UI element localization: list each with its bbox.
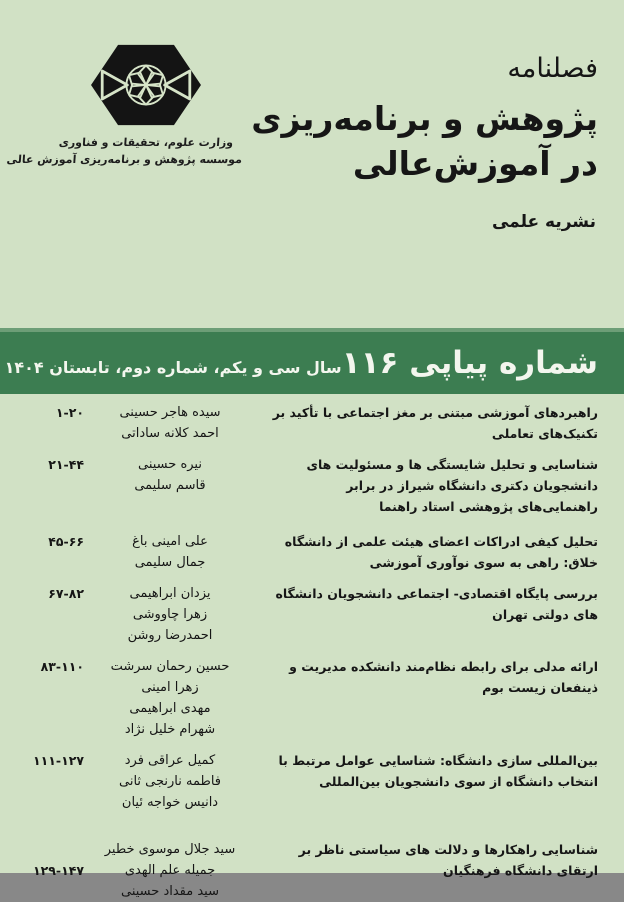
article-title: شناسایی و تحلیل شایستگی ها و مسئولیت های دانشجویان دکتری دانشگاه شیراز در برابر راهنمایی‌های پژوهشی استاد راهنما (306, 457, 598, 514)
article-authors (84, 454, 256, 496)
author-name: شهرام خلیل نژاد (124, 722, 216, 737)
article-authors (84, 750, 256, 813)
author-name: سید مقداد حسینی (121, 884, 219, 899)
article-authors (84, 656, 256, 740)
toc-row (26, 583, 598, 646)
author-name: زهرا امینی (141, 680, 199, 695)
toc-row (26, 402, 598, 444)
article-title: بین‌المللی سازی دانشگاه: شناسایی عوامل مرتبط با انتخاب دانشگاه از سوی دانشجویان بین‌المللی (278, 753, 598, 789)
table-of-contents (0, 394, 624, 902)
journal-title-line1: پژوهش و برنامه‌ریزی (251, 99, 598, 138)
author-name: جمال سلیمی (134, 555, 206, 570)
author-name: احمدرضا روشن (127, 628, 213, 643)
author-name: جمیله علم الهدی (124, 863, 216, 878)
article-title: ارائه مدلی برای رابطه نظام‌مند دانشکده مدیریت و ذینفعان زیست بوم (289, 659, 598, 695)
cover-header (0, 0, 624, 328)
author-name: حسین رحمان سرشت (110, 659, 230, 674)
journal-title-line2: در آموزش‌عالی (352, 144, 598, 183)
author-name: نیره حسینی (138, 457, 202, 472)
institute-name: موسسه پژوهش و برنامه‌ریزی آموزش عالی (6, 153, 243, 166)
article-page-range: ۴۵-۶۶ (48, 534, 84, 549)
institute-logo (6, 44, 243, 168)
article-authors (84, 839, 256, 902)
serial-number-label: شماره پیاپی ۱۱۶ (341, 345, 598, 381)
author-name: یزدان ابراهیمی (129, 586, 211, 601)
article-page-range: ۸۳-۱۱۰ (40, 659, 84, 674)
journal-title-block (251, 52, 598, 232)
author-name: فاطمه نارنجی ثانی (118, 774, 221, 789)
article-title: شناسایی راهکارها و دلالت های سیاستی ناظر بر ارتقای دانشگاه فرهنگیان (298, 842, 598, 878)
author-name: کمیل عراقی فرد (124, 753, 216, 768)
author-name: قاسم سلیمی (134, 478, 206, 493)
toc-row (26, 454, 598, 517)
article-page-range: ۱۱۱-۱۲۷ (33, 753, 84, 768)
article-page-range: ۲۱-۴۴ (48, 457, 84, 472)
journal-subtitle: نشریه علمی (491, 212, 596, 232)
author-name: مهدی ابراهیمی (129, 701, 211, 716)
author-name: دانیس خواجه ئیان (121, 795, 219, 810)
issue-band (0, 328, 624, 394)
author-name: احمد کلانه ساداتی (121, 426, 219, 441)
issue-info-label: سال سی و یکم، شماره دوم، تابستان ۱۴۰۴ (4, 357, 342, 377)
ministry-name: وزارت علوم، تحقیقات و فناوری (58, 136, 234, 149)
article-title: راهبردهای آموزشی مبتنی بر مغز اجتماعی با تأکید بر تکنیک‌های تعاملی (272, 405, 598, 441)
toc-row (26, 531, 598, 573)
article-title: تحلیل کیفی ادراکات اعضای هیئت علمی از دانشگاه خلاق: راهی به سوی نوآوری آموزشی (284, 534, 598, 570)
article-page-range: ۱-۲۰ (55, 405, 84, 420)
hexagon-emblem-icon (90, 44, 202, 126)
article-page-range: ۱۲۹-۱۴۷ (33, 863, 84, 878)
article-title: بررسی پایگاه اقتصادی- اجتماعی دانشجویان دانشگاه های دولتی تهران (275, 586, 598, 622)
article-authors (84, 402, 256, 444)
author-name: علی امینی باغ (132, 534, 208, 549)
article-authors (84, 583, 256, 646)
toc-row (26, 839, 598, 902)
article-authors (84, 531, 256, 573)
author-name: زهرا چاووشی (132, 607, 208, 622)
article-page-range: ۶۷-۸۲ (48, 586, 84, 601)
author-name: سیده هاجر حسینی (119, 405, 221, 420)
journal-type-label: فصلنامه (507, 53, 598, 84)
toc-row (26, 656, 598, 740)
toc-row (26, 750, 598, 813)
author-name: سید جلال موسوی خطیر (104, 842, 236, 857)
